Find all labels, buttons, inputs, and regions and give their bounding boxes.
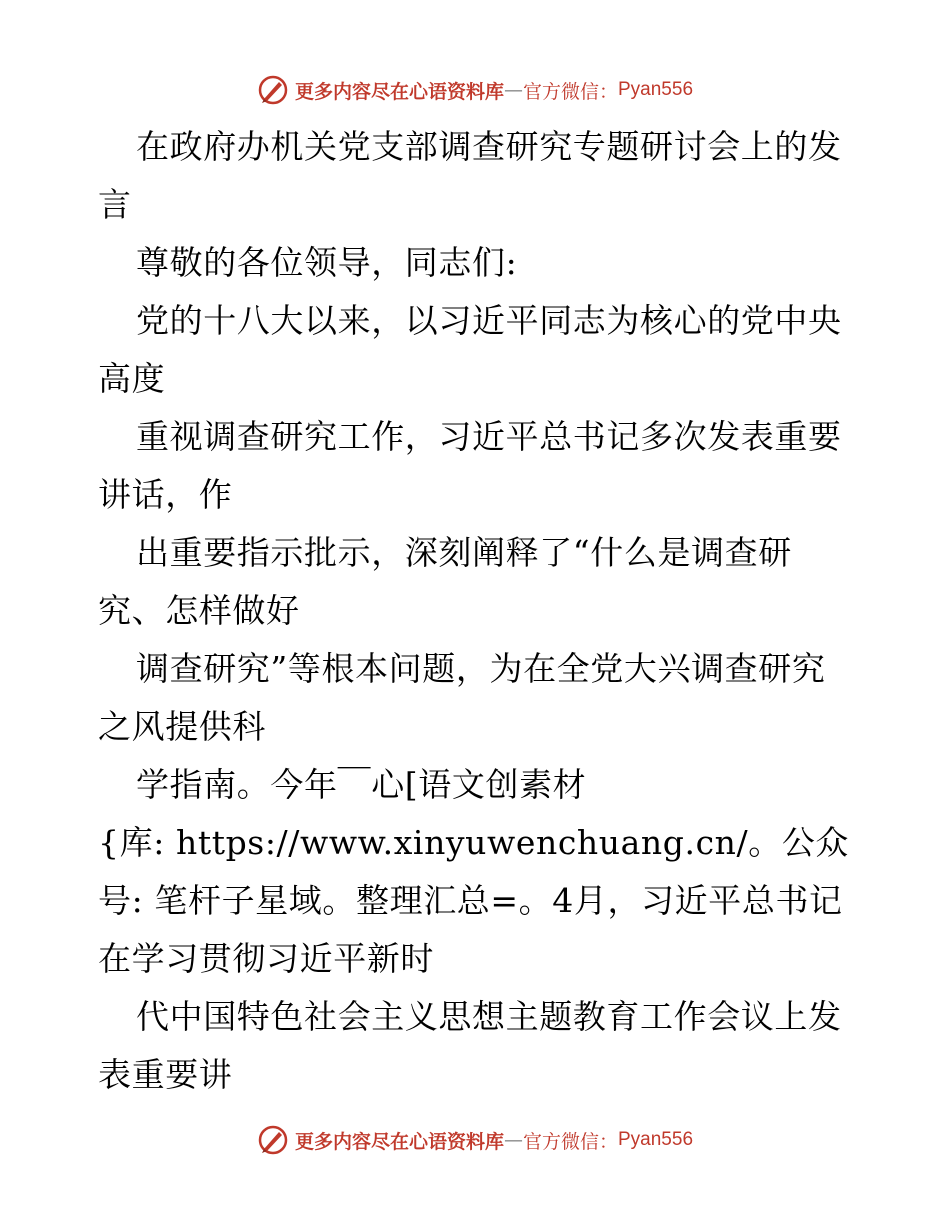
- body-line: 表重要讲: [98, 1055, 233, 1094]
- body-line: 学指南。今年￣心[语文创素材: [136, 765, 587, 804]
- watermark-dash: —: [503, 79, 523, 101]
- watermark-wechat-label: 官方微信：: [522, 1130, 618, 1153]
- watermark-dash: —: [503, 1129, 523, 1151]
- body-line: 之风提供科: [98, 707, 266, 746]
- body-line: 重视调查研究工作，习近平总书记多次发表重要: [136, 417, 842, 456]
- body-line: {库: https://www.xinyuwenchuang.cn/。公众: [98, 823, 850, 862]
- body-line: 讲话，作: [98, 475, 233, 514]
- watermark-wechat-id: Pyan556: [618, 79, 694, 100]
- watermark-wechat-label: 官方微信：: [522, 80, 618, 103]
- pen-logo-icon: [257, 74, 289, 106]
- pen-logo-icon: [257, 1124, 289, 1156]
- title-line-1: 在政府办机关党支部调查研究专题研讨会上的发: [136, 127, 842, 166]
- footer-watermark: [0, 1118, 950, 1162]
- watermark-main-text: 更多内容尽在心语资料库: [294, 1130, 504, 1153]
- body-line: 究、怎样做好: [98, 591, 300, 630]
- header-watermark: [0, 68, 950, 112]
- body-line: 党的十八大以来，以习近平同志为核心的党中央: [136, 301, 842, 340]
- body-line: 号: 笔杆子星域。整理汇总=。4月，习近平总书记: [98, 881, 843, 920]
- body-line: 在学习贯彻习近平新时: [98, 939, 434, 978]
- watermark-wechat-id: Pyan556: [618, 1129, 694, 1150]
- document-body: [98, 118, 858, 1104]
- body-line: 高度: [98, 359, 166, 398]
- body-line: 代中国特色社会主义思想主题教育工作会议上发: [136, 997, 842, 1036]
- body-line: 出重要指示批示，深刻阐释了“什么是调查研: [136, 533, 792, 572]
- salutation-line: 尊敬的各位领导，同志们:: [136, 243, 518, 282]
- watermark-main-text: 更多内容尽在心语资料库: [294, 80, 504, 103]
- body-line: 调查研究”等根本问题，为在全党大兴调查研究: [136, 649, 826, 688]
- title-line-2: 言: [98, 185, 132, 224]
